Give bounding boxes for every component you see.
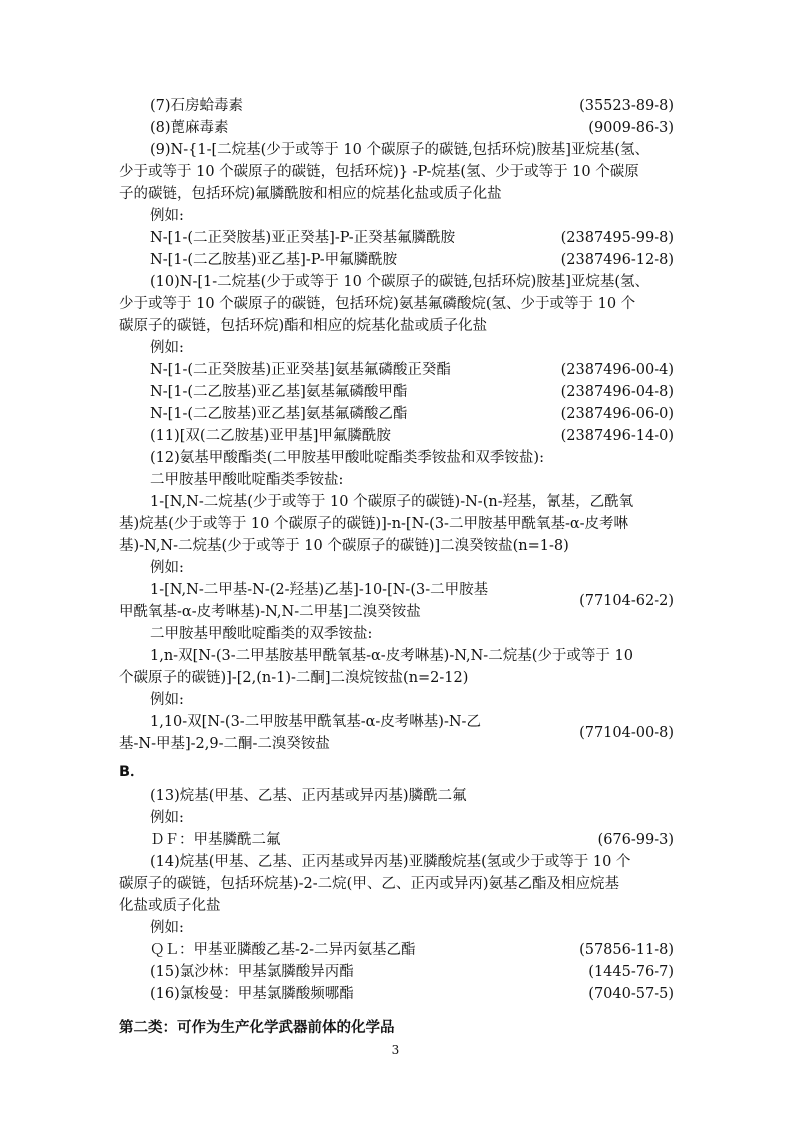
entry-line: 碳原子的碳链，包括环烷)酯和相应的烷基化盐或质子化盐	[119, 318, 488, 334]
cas-number: (9009-86-3)	[588, 120, 674, 136]
entry-line: 基)烷基(少于或等于 10 个碳原子的碳链)]-n-[N-(3-二甲胺基甲酰氧基-α-皮考啉	[119, 516, 629, 532]
entry-line: ＱＬ：甲基亚膦酸乙基-2-二异丙氨基乙酯	[150, 942, 416, 958]
cas-number: (1445-76-7)	[588, 964, 674, 980]
entry-line: 二甲胺基甲酸吡啶酯类的双季铵盐:	[150, 626, 373, 642]
entry-line: 基-N-甲基]-2,9-二酮-二溴癸铵盐	[119, 736, 330, 752]
cas-number: (676-99-3)	[597, 832, 674, 848]
entry-line: (16)氯梭曼：甲基氯膦酸频哪酯	[150, 986, 354, 1002]
entry-line: ＤＦ：甲基膦酰二氟	[150, 832, 281, 848]
cas-number: (77104-62-2)	[579, 593, 674, 609]
entry-line: 少于或等于 10 个碳原子的碳链，包括环烷)} -P-烷基(氢、少于或等于 10 个碳原	[119, 164, 639, 180]
entry-line: 碳原子的碳链，包括环烷基)-2-二烷(甲、乙、正丙或异丙)氨基乙酯及相应烷基	[119, 876, 619, 892]
entry-line: 子的碳链，包括环烷)氟膦酰胺和相应的烷基化盐或质子化盐	[119, 186, 502, 202]
entry-line: 1-[N,N-二甲基-N-(2-羟基)乙基]-10-[N-(3-二甲胺基	[150, 582, 489, 598]
cas-number: (2387496-04-8)	[560, 384, 674, 400]
entry-line: 二甲胺基甲酸吡啶酯类季铵盐:	[150, 472, 344, 488]
cas-number: (2387496-14-0)	[560, 428, 674, 444]
entry-line: (12)氨基甲酸酯类(二甲胺基甲酸吡啶酯类季铵盐和双季铵盐):	[150, 450, 544, 466]
entry-line: 基)-N,N-二烷基(少于或等于 10 个碳原子的碳链)]二溴癸铵盐(n=1-8)	[119, 538, 569, 554]
entry-line: (7)石房蛤毒素	[150, 98, 244, 114]
page-number: 3	[391, 1043, 400, 1057]
entry-line: (14)烷基(甲基、乙基、正丙基或异丙基)亚膦酸烷基(氢或少于或等于 10 个	[150, 854, 631, 870]
entry-line: (13)烷基(甲基、乙基、正丙基或异丙基)膦酰二氟	[150, 788, 467, 804]
entry-line: 1,n-双[N-(3-二甲基胺基甲酰氧基-α-皮考啉基)-N,N-二烷基(少于或等于 10	[150, 648, 633, 664]
example-label: 例如:	[150, 692, 184, 708]
cas-number: (57856-11-8)	[579, 942, 674, 958]
cas-number: (2387496-00-4)	[560, 362, 674, 378]
entry-line: 化盐或质子化盐	[119, 898, 221, 914]
section-b-label: B．	[119, 764, 145, 780]
example-label: 例如:	[150, 920, 184, 936]
entry-line: N-[1-(二乙胺基)亚乙基]氨基氟磷酸乙酯	[150, 406, 408, 422]
entry-line: N-[1-(二正癸胺基)正亚癸基]氨基氟磷酸正癸酯	[150, 362, 451, 378]
cas-number: (2387496-06-0)	[560, 406, 674, 422]
entry-line: 个碳原子的碳链)]-[2,(n-1)-二酮]二溴烷铵盐(n=2-12)	[119, 670, 469, 686]
cas-number: (2387496-12-8)	[560, 252, 674, 268]
cas-number: (2387495-99-8)	[560, 230, 674, 246]
entry-line: (11)[双(二乙胺基)亚甲基]甲氟膦酰胺	[150, 428, 391, 444]
entry-line: (8)蓖麻毒素	[150, 120, 229, 136]
entry-line: 1-[N,N-二烷基(少于或等于 10 个碳原子的碳链)-N-(n-羟基，氰基，乙酰氧	[150, 494, 634, 510]
cas-number: (35523-89-8)	[579, 98, 674, 114]
entry-line: N-[1-(二乙胺基)亚乙基]氨基氟磷酸甲酯	[150, 384, 408, 400]
example-label: 例如:	[150, 208, 184, 224]
entry-line: (10)N-[1-二烷基(少于或等于 10 个碳原子的碳链,包括环烷)胺基]亚烷基(氢、	[150, 274, 650, 290]
entry-line: N-[1-(二正癸胺基)亚正癸基]-P-正癸基氟膦酰胺	[150, 230, 456, 246]
entry-line: 1,10-双[N-(3-二甲胺基甲酰氧基-α-皮考啉基)-N-乙	[150, 714, 481, 730]
entry-line: 甲酰氧基-α-皮考啉基)-N,N-二甲基]二溴癸铵盐	[119, 604, 421, 620]
example-label: 例如:	[150, 560, 184, 576]
entry-line: (9)N-{1-[二烷基(少于或等于 10 个碳原子的碳链,包括环烷)胺基]亚烷基(氢、	[150, 142, 650, 158]
example-label: 例如:	[150, 810, 184, 826]
entry-line: N-[1-(二乙胺基)亚乙基]-P-甲氟膦酰胺	[150, 252, 398, 268]
section-heading: 第二类：可作为生产化学武器前体的化学品	[119, 1020, 395, 1036]
example-label: 例如:	[150, 340, 184, 356]
cas-number: (7040-57-5)	[588, 986, 674, 1002]
entry-line: 少于或等于 10 个碳原子的碳链，包括环烷)氨基氟磷酸烷(氢、少于或等于 10 个	[119, 296, 636, 312]
cas-number: (77104-00-8)	[579, 725, 674, 741]
entry-line: (15)氯沙林：甲基氯膦酸异丙酯	[150, 964, 354, 980]
